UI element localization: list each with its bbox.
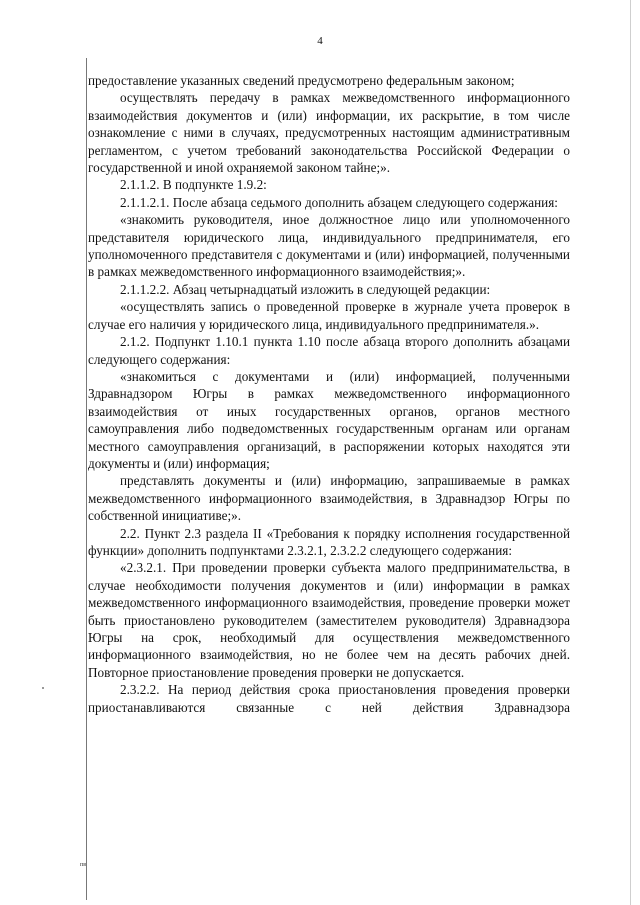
scan-left-edge [86, 58, 87, 900]
paragraph: предоставление указанных сведений предусмотрено федеральным законом; [88, 73, 515, 88]
page-number: 4 [317, 35, 323, 47]
scan-right-edge [630, 0, 631, 905]
paragraph: 2.1.2. Подпункт 1.10.1 пункта 1.10 после абзаца второго дополнить абзацами следующего содержания: [88, 334, 570, 367]
paragraph: представлять документы и (или) информацию, запрашиваемые в рамках межведомственного информационного взаимодействия, в Здравнадзор Югры по собственной инициативе;». [88, 473, 570, 524]
scan-speck [42, 687, 44, 689]
paragraph: «знакомить руководителя, иное должностное лицо или уполномоченного представителя юридического лица, индивидуального предпринимателя, его уполномоченного представителя с документами и (или) информацией, полученными в рамках межведомственного информационного взаимодействия;». [88, 212, 570, 280]
paragraph: 2.1.1.2. В подпункте 1.9.2: [120, 177, 267, 193]
paragraph: «осуществлять запись о проведенной проверке в журнале учета проверок в случае его наличия у юридического лица, индивидуального предпринимателя.». [88, 299, 570, 332]
paragraph: 2.2. Пункт 2.3 раздела II «Требования к порядку исполнения государственной функции» дополнить подпунктами 2.3.2.1, 2.3.2.2 следующего содержания: [88, 525, 570, 558]
paragraph: «знакомиться с документами и (или) информацией, полученными Здравнадзором Югры в рамках межведомственного информационного взаимодействия от иных государственных органов, органов местного самоуправления либо подведомственных государственным органам или органам местного самоуправления организаций, в распоряжении которых находятся эти документы и (или) информация; [88, 368, 570, 471]
paragraph: 2.3.2.2. На период действия срока приостановления проведения проверки приостанавливаются связанные с ней действия Здравнадзора [88, 682, 570, 715]
paragraph: 2.1.1.2.2. Абзац четырнадцатый изложить в следующей редакции: [120, 281, 491, 297]
document-body [88, 72, 570, 716]
margin-mark: пв [80, 862, 87, 868]
paragraph: осуществлять передачу в рамках межведомственного информационного взаимодействия документов и (или) информации, их раскрытие, в том числе ознакомление с ними в случаях, предусмотренных настоящим административным регламентом, с учетом требований законодательства Российской Федерации о государственной и иной охраняемой законом тайне;». [88, 90, 570, 176]
paragraph: «2.3.2.1. При проведении проверки субъекта малого предпринимательства, в случае необходимости получения документов и (или) информации в рамках межведомственного информационного взаимодействия, проведение проверки может быть приостановлено руководителем (заместителем руководителя) Здравнадзора Югры на срок, необходимый для осуществления межведомственного информационного взаимодействия, но не более чем на десять рабочих дней. Повторное приостановление проведения проверки не допускается. [88, 560, 570, 680]
paragraph: 2.1.1.2.1. После абзаца седьмого дополнить абзацем следующего содержания: [120, 194, 558, 210]
